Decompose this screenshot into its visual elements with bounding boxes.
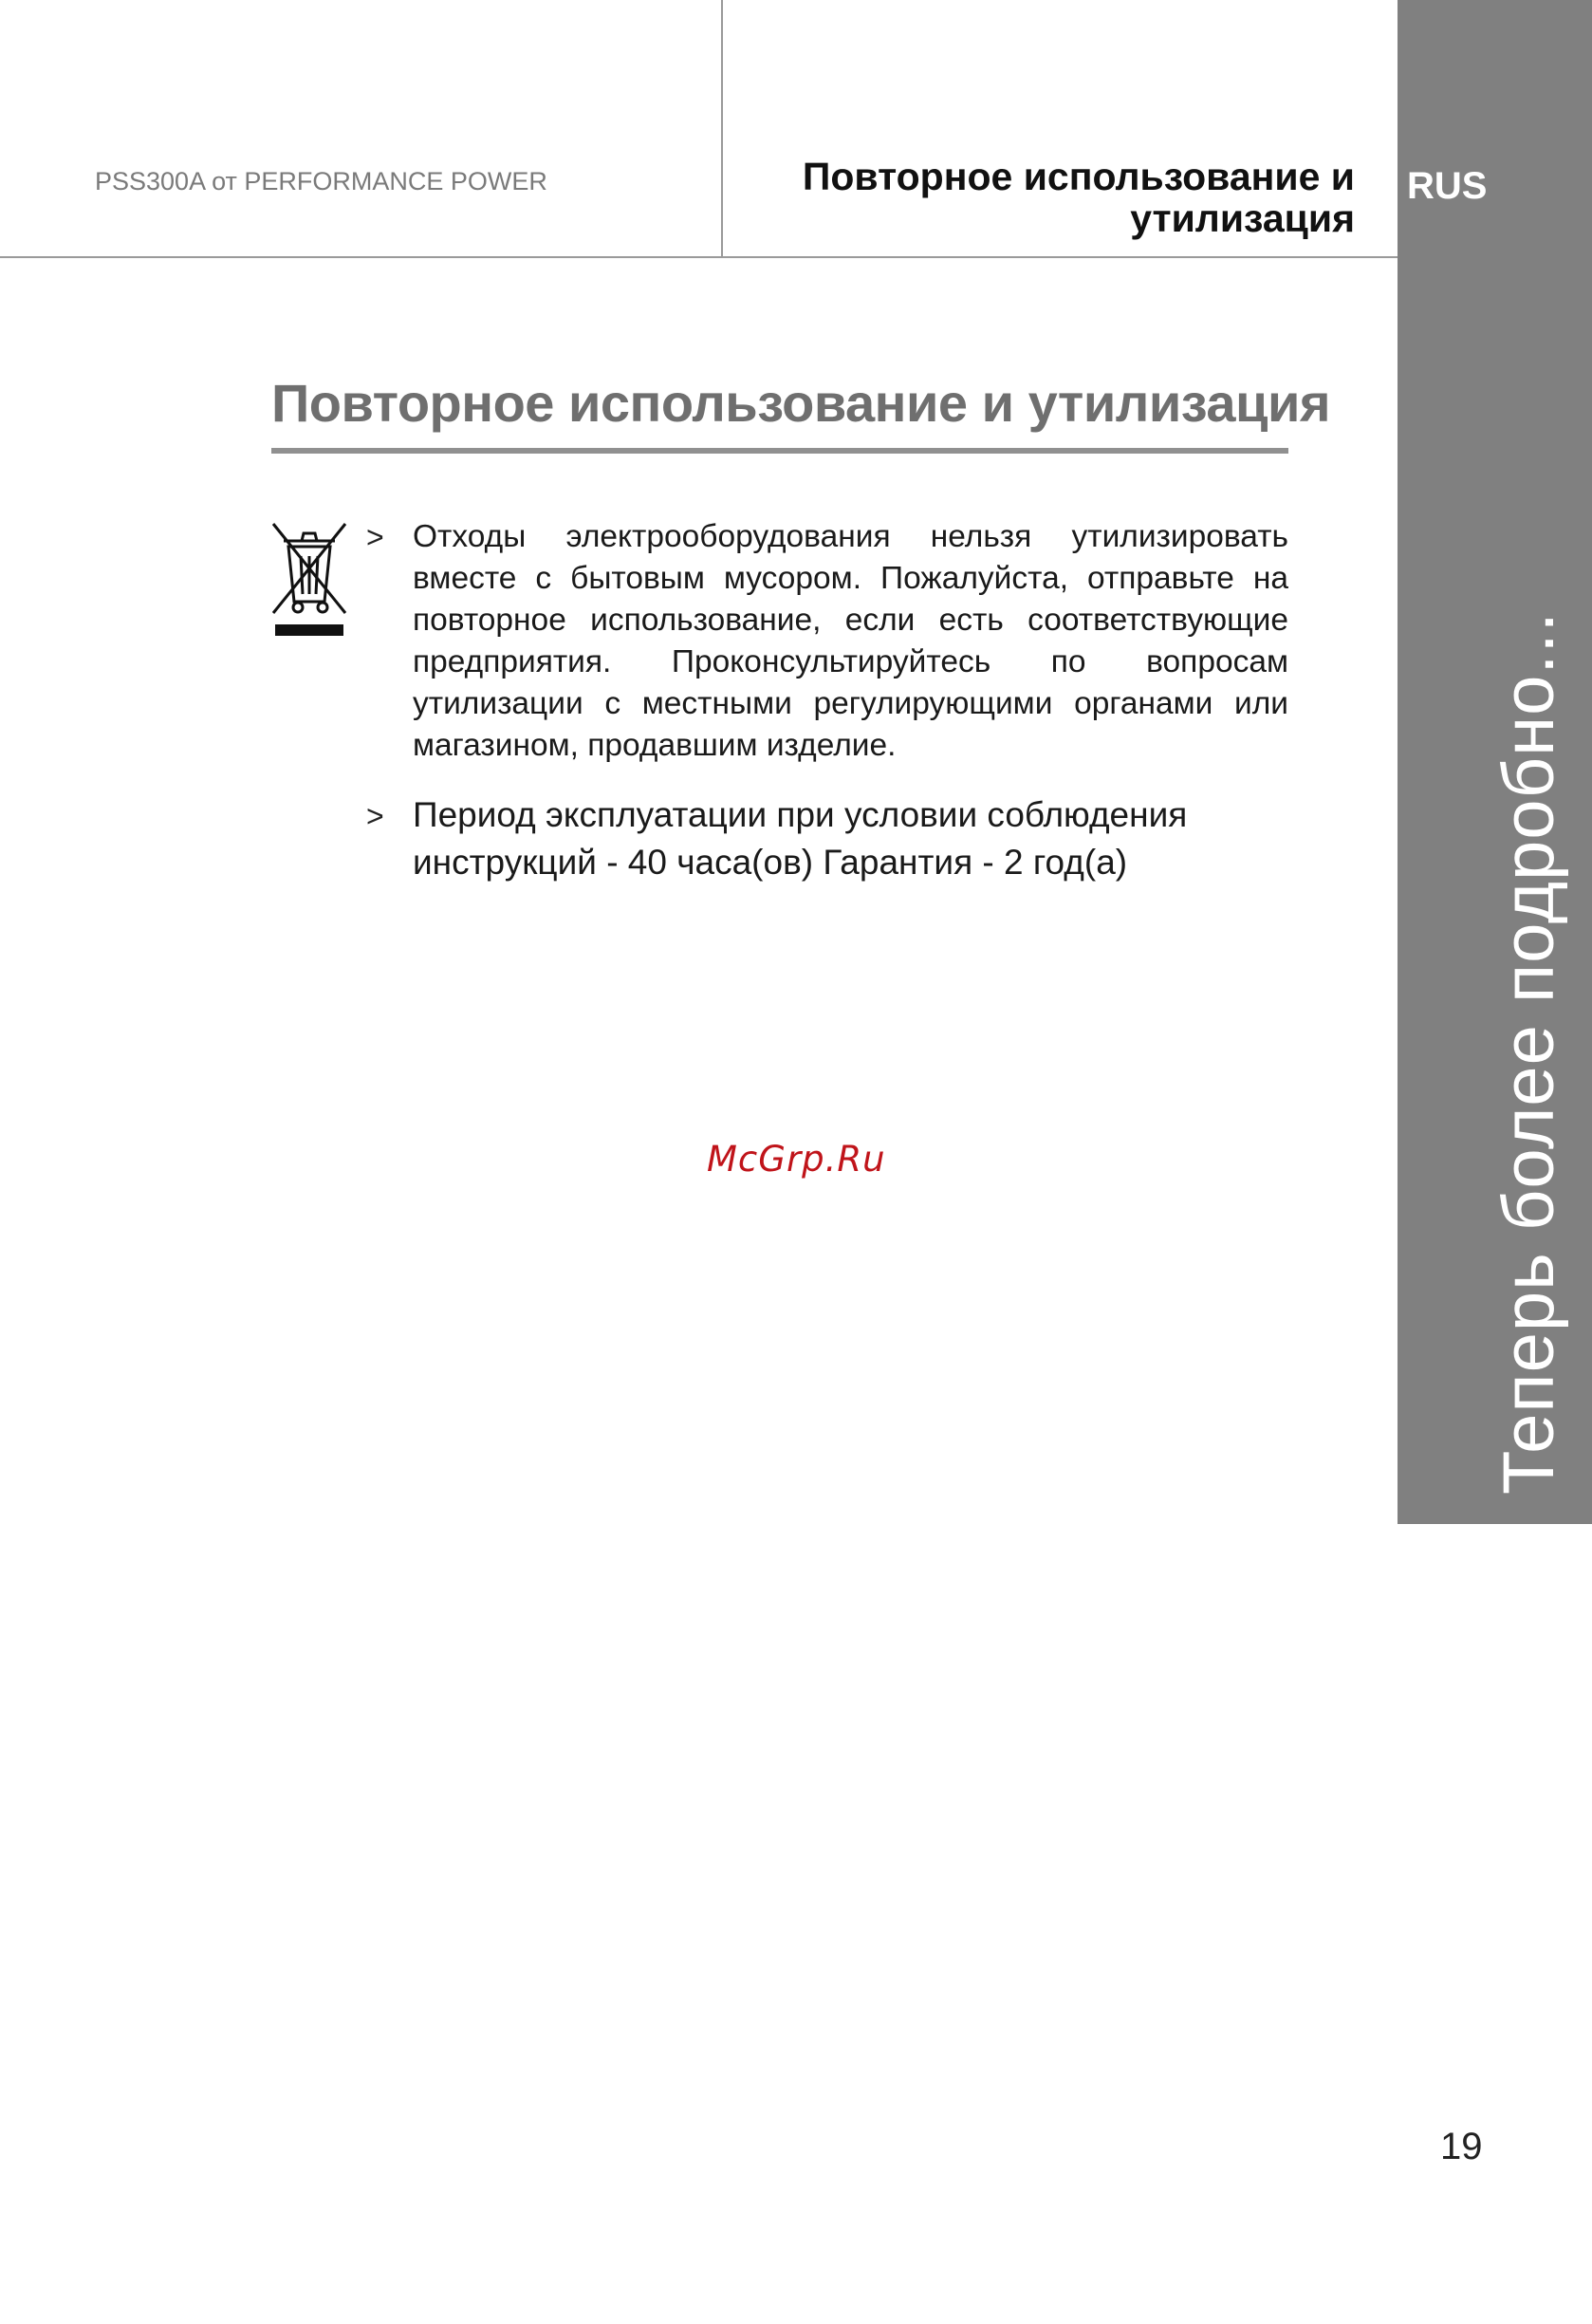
header-horizontal-divider xyxy=(0,256,1398,258)
header-title-line-2: утилизация xyxy=(1130,196,1355,240)
header-product-name: PSS300A от PERFORMANCE POWER xyxy=(95,167,547,195)
header-title-line-1: Повторное использование и xyxy=(802,155,1355,198)
side-tagline: Теперь более подробно... xyxy=(1489,611,1569,1495)
language-code: RUS xyxy=(1407,165,1488,207)
page-number: 19 xyxy=(1440,2126,1483,2167)
bullet-marker: > xyxy=(366,520,384,554)
service-life-paragraph: Период эксплуатации при условии соблюдения инструкций - 40 часа(ов) Гарантия - 2 год(а) xyxy=(413,795,1188,882)
section-title: Повторное использование и утилизация xyxy=(271,373,1331,433)
section-title-underline xyxy=(271,448,1288,454)
header-title xyxy=(710,156,1355,239)
watermark: McGrp.Ru xyxy=(707,1139,886,1180)
crossed-out-wheelie-bin-icon xyxy=(268,518,351,638)
disposal-paragraph: Отходы электрооборудования нельзя утилизировать вместе с бытовым мусором. Пожалуйста, отправьте на повторное использование, если есть соответствующие предприятия. Проконсультируйтесь по вопросам утилизации с местными регулирующими органами или магазином, продавшим изделие. xyxy=(413,519,1288,763)
bullet-marker: > xyxy=(366,799,384,833)
